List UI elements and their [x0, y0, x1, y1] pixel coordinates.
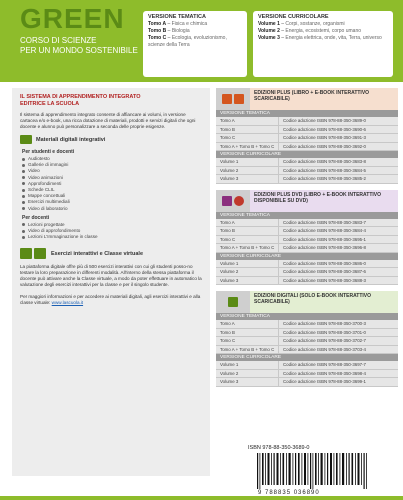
table-row: Tomo C Codice adozione ISBN 978-88-350-3691-3: [216, 134, 398, 143]
edition-digital: EDIZIONI DIGITALI (SOLO E-BOOK INTERATTIVO SCARICABILE) VERSIONE TEMATICA Tomo A Codice adozione ISBN 978-88-350-3700-3 Tomo B Codice adozione ISBN 978-88-350-3701-0 Tomo C Codice adozione ISBN 978-88-350-3702-7 Tomo A + Tomo B + Tomo C Codice adozione ISBN 978-88-350-3703-4 VERSIONE CURRICOLARE Volume 1 Codice adozione ISBN 978-88-350-3697-7 Volume 2 Codice adozione ISBN 978-88-350-3698-4 Volume 3 Codice adozione ISBN 978-88-350-3699-1: [216, 291, 398, 387]
teachers-list: [12, 222, 210, 241]
versione-tematica-box: VERSIONE TEMATICA Tomo A – Fisica e chimica Tomo B – Biologia Tomo C – Ecologia, evoluzionismo, scienze della Terra: [143, 11, 247, 77]
students-list: [12, 156, 210, 212]
materials-title: Materiali digitali integrativi: [36, 136, 106, 143]
table-row: Tomo C Codice adozione ISBN 978-88-350-3702-7: [216, 337, 398, 346]
teachers-heading: Per docenti: [22, 214, 50, 221]
list-item: Gallerie di immagini: [22, 162, 200, 168]
dvd-icon: [234, 196, 244, 206]
exercises-title: Esercizi interattivi e Classe virtuale: [51, 250, 144, 257]
edition-title: EDIZIONI PLUS (LIBRO + E-BOOK INTERATTIVO SCARICABILE): [250, 88, 398, 110]
list-item: Lezioni L'Immaginazione in classe: [22, 234, 200, 240]
list-item: Video di approfondimento: [22, 228, 200, 234]
book-subtitle: CORSO DI SCIENZE PER UN MONDO SOSTENIBILE: [20, 36, 138, 55]
list-item: Mappe concettuali: [22, 193, 200, 199]
table-row: Tomo A + Tomo B + Tomo C Codice adozione ISBN 978-88-350-3692-0: [216, 143, 398, 152]
list-item: Lezioni progettate: [22, 222, 200, 228]
ebook-icon: [228, 297, 238, 307]
list-item: Schede CLIL: [22, 187, 200, 193]
edition-plus-dvd: EDIZIONI PLUS DVD (LIBRO + E-BOOK INTERATTIVO DISPONIBILE SU DVD) VERSIONE TEMATICA Tomo A Codice adozione ISBN 978-88-350-3683-7 Tomo B Codice adozione ISBN 978-88-350-3684-4 Tomo C Codice adozione ISBN 978-88-350-3695-1 Tomo A + Tomo B + Tomo C Codice adozione ISBN 978-88-350-3696-8 VERSIONE CURRICOLARE Volume 1 Codice adozione ISBN 978-88-350-3686-0 Volume 2 Codice adozione ISBN 978-88-350-3687-6 Volume 3 Codice adozione ISBN 978-88-350-3688-3: [216, 190, 398, 286]
table-row: Tomo B Codice adozione ISBN 978-88-350-3690-6: [216, 126, 398, 135]
edition-plus: EDIZIONI PLUS (LIBRO + E-BOOK INTERATTIVO SCARICABILE) VERSIONE TEMATICA Tomo A Codice adozione ISBN 978-88-350-3689-0 Tomo B Codice adozione ISBN 978-88-350-3690-6 Tomo C Codice adozione ISBN 978-88-350-3691-3 Tomo A + Tomo B + Tomo C Codice adozione ISBN 978-88-350-3692-0 VERSIONE CURRICOLARE Volume 1 Codice adozione ISBN 978-88-350-3683-8 Volume 2 Codice adozione ISBN 978-88-350-3684-5 Volume 3 Codice adozione ISBN 978-88-350-3685-2: [216, 88, 398, 184]
students-heading: Per studenti e docenti: [22, 149, 75, 155]
table-row: Volume 1 Codice adozione ISBN 978-88-350-3683-8: [216, 158, 398, 167]
table-row: Tomo B Codice adozione ISBN 978-88-350-3701-0: [216, 329, 398, 338]
website-link[interactable]: www.lascuola.it: [51, 300, 84, 306]
list-item: Esercizi multimediali: [22, 199, 200, 205]
digital-materials-icon: [20, 135, 32, 144]
table-row: Volume 1 Codice adozione ISBN 978-88-350-3697-7: [216, 361, 398, 370]
table-row: Volume 2 Codice adozione ISBN 978-88-350-3698-4: [216, 370, 398, 379]
table-row: Volume 1 Codice adozione ISBN 978-88-350-3686-0: [216, 260, 398, 269]
barcode-icon: [255, 453, 375, 489]
isbn-text: ISBN 978-88-350-3689-0: [248, 445, 310, 451]
edition-title: EDIZIONI DIGITALI (SOLO E-BOOK INTERATTIVO SCARICABILE): [250, 291, 398, 313]
list-item: Video di laboratorio: [22, 206, 200, 212]
table-row: Volume 2 Codice adozione ISBN 978-88-350-3684-5: [216, 167, 398, 176]
panel-heading: IL SISTEMA DI APPRENDIMENTO INTEGRATO EDITRICE LA SCUOLA: [20, 94, 141, 107]
intro-text: Il sistema di apprendimento integrato consente di affiancare ai volumi, in versione cartacea e/o e-book, una ricca dotazione di materiali, prodotti e servizi digitali che ogni docente e alunno può personalizzare a seconda delle proprie esigenze.: [20, 112, 196, 129]
barcode-number: 9 788835 036890: [258, 490, 320, 496]
exercises-icon: [20, 248, 32, 259]
list-item: Video animazioni: [22, 175, 200, 181]
bottom-stripe: [0, 496, 403, 500]
list-item: Approfondimenti: [22, 181, 200, 187]
book-icon: [222, 196, 232, 206]
virtual-class-icon: [34, 248, 46, 259]
table-row: Tomo A + Tomo B + Tomo C Codice adozione ISBN 978-88-350-3696-8: [216, 244, 398, 253]
table-row: Volume 3 Codice adozione ISBN 978-88-350-3699-1: [216, 378, 398, 387]
exercises-text: La piattaforma digitale offre più di 500 esercizi interattivi con cui gli studenti posso-no testare la loro preparazione in differenti modalità. All'interno della stessa piattaforma il docente può attivare anche la Classe virtuale, a modo da poter effettuare in automatico la valutazione degli esercizi interattivi per la classe e per il singolo studente.: [20, 264, 202, 288]
ebook-icon: [234, 94, 244, 104]
book-title: GREEN: [20, 3, 125, 34]
table-row: Volume 2 Codice adozione ISBN 978-88-350-3687-6: [216, 268, 398, 277]
table-row: Tomo A Codice adozione ISBN 978-88-350-3700-3: [216, 320, 398, 329]
versione-curricolare-box: VERSIONE CURRICOLARE Volume 1 – Corpi, sostanze, organismi Volume 2 – Energia, ecosistemi, corpo umano Volume 3 – Energia elettrica, onde, vita, Terra, universo: [253, 11, 393, 77]
header-band: [0, 0, 403, 82]
table-row: Tomo A Codice adozione ISBN 978-88-350-3683-7: [216, 219, 398, 228]
list-item: Audiotesto: [22, 156, 200, 162]
table-row: Tomo A Codice adozione ISBN 978-88-350-3689-0: [216, 117, 398, 126]
list-item: Video: [22, 168, 200, 174]
edition-title: EDIZIONI PLUS DVD (LIBRO + E-BOOK INTERATTIVO DISPONIBILE SU DVD): [250, 190, 398, 212]
table-row: Tomo C Codice adozione ISBN 978-88-350-3695-1: [216, 236, 398, 245]
table-row: Volume 3 Codice adozione ISBN 978-88-350-3685-2: [216, 175, 398, 184]
table-row: Tomo B Codice adozione ISBN 978-88-350-3684-4: [216, 227, 398, 236]
info-text: Per maggiori informazioni e per accedere ai materiali digitali, agli esercizi interattivi e alla classe virtuale: www.lascuola.it: [20, 294, 201, 306]
integrated-system-panel: [12, 88, 210, 476]
book-icon: [222, 94, 232, 104]
table-row: Volume 3 Codice adozione ISBN 978-88-350-3688-3: [216, 277, 398, 286]
table-row: Tomo A + Tomo B + Tomo C Codice adozione ISBN 978-88-350-3703-4: [216, 346, 398, 355]
editions-column: [216, 88, 398, 393]
